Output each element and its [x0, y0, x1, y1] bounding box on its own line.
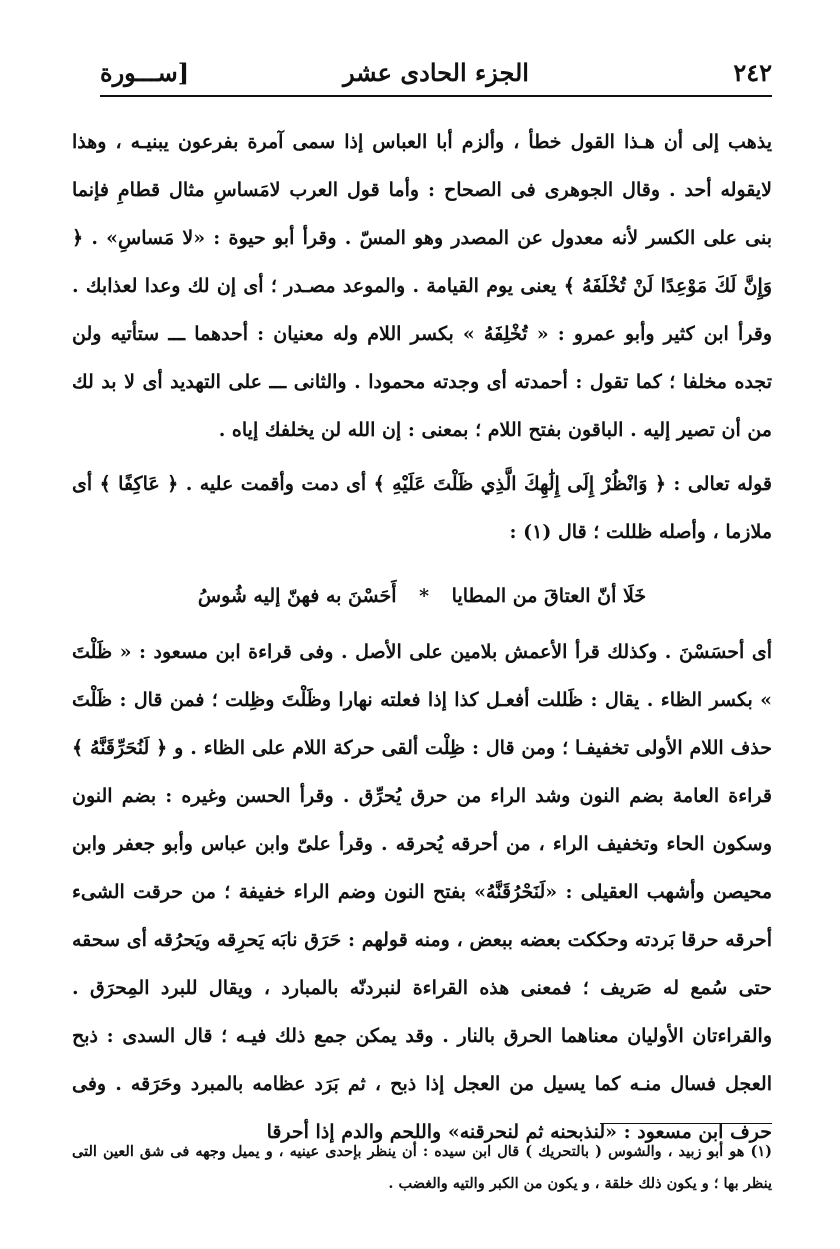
- footnote: [72, 1136, 772, 1200]
- footnote-rule: [600, 1123, 772, 1124]
- poetry-verse: [72, 572, 772, 620]
- header-rule: [100, 95, 772, 97]
- body-text-continued: [72, 628, 772, 1156]
- page-number: ٢٤٢: [733, 58, 772, 87]
- paragraph-3: أى أحسَسْنَ . وكذلك قرأ الأعمش بلامين على الأصل . وفى قراءة ابن مسعود : « ظَلْتَ » بكسر الظاء . يقال : ظَللت أفعـل كذا إذا فعلته نهارا وظَلْتَ وظِلت ؛ فمن قال : ظَلْتَ حذف اللام الأولى تخفيفـا ؛ ومن قال : ظِلْت ألقى حركة اللام على الظاء . و ﴿ لَنُحَرِّقَنَّهُ ﴾ قراءة العامة بضم النون وشد الراء من حرق يُحرِّق . وقرأ الحسن وغيره : بضم النون وسكون الحاء وتخفيف الراء ، من أحرقه يُحرقه . وقرأ علىّ وابن عباس وأبو جعفر وابن محيصن وأشهب العقيلى : «لَنَحْرُقَنَّهُ» بفتح النون وضم الراء خفيفة ؛ من حرقت الشىء أحرقه حرقا بَردته وحككت بعضه ببعض ، ومنه قولهم : حَرَق نابَه يَحرِقه ويَحرُقه أى سحقه حتى سُمع له صَريف ؛ فمعنى هذه القراءة لنبردنّه بالمبارد ، ويقال للبرد المِحرَق . والقراءتان الأوليان معناهما الحرق بالنار . وقد يمكن جمع ذلك فيـه ؛ قال السدى : ذبح العجل فسال منـه كما يسيل من العجل إذا ذبح ، ثم بَرَد عظامه بالمبرد وحَرَقه . وفى حرف ابن مسعود : «لنذبحنه ثم لنحرقنه» واللحم والدم إذا أحرقا: [72, 641, 773, 1143]
- page-header: [100, 52, 772, 94]
- paragraph-1: يذهب إلى أن هـذا القول خطأ ، وألزم أبا العباس إذا سمى آمرة بفرعون يبنيـه ، وهذا لايقوله أحد . وقال الجوهرى فى الصحاح : وأما قول العرب لامَساسِ مثال قطامِ فإنما بنى على الكسر لأنه معدول عن المصدر وهو المسّ . وقرأ أبو حيوة : «لا مَساسِ» . ﴿ وَإِنَّ لَكَ مَوْعِدًا لَنْ تُخْلَفَهُ ﴾ يعنى يوم القيامة . والموعد مصـدر ؛ أى إن لك وعدا لعذابك . وقرأ ابن كثير وأبو عمرو : « تُخْلِفَهُ » بكسر اللام وله معنيان : أحدهما ـــ ستأتيه ولن تجده مخلفا ؛ كما تقول : أحمدته أى وجدته محمودا . والثانى ـــ على التهديد أى لا بد لك من أن تصير إليه . الباقون بفتح اللام ؛ بمعنى : إن الله لن يخلفك إياه .: [72, 131, 772, 441]
- surah-label: [ســـورة: [100, 58, 190, 87]
- verse-hemistich-2: أَحَسْنَ به فهنّ إليه شُوسُ: [197, 585, 397, 607]
- verse-separator: *: [419, 585, 430, 607]
- body-text: [72, 118, 772, 556]
- running-title: الجزء الحادى عشر: [343, 58, 529, 87]
- verse-hemistich-1: خَلَا أنّ العتاقَ من المطايا: [451, 585, 647, 607]
- paragraph-2: قوله تعالى : ﴿ وَانْظُرْ إِلَى إِلَٰهِكَ الَّذِي ظَلْتَ عَلَيْهِ ﴾ أى دمت وأقمت عليه . ﴿ عَاكِفًا ﴾ أى ملازما ، وأصله ظللت ؛ قال (١) :: [72, 473, 772, 543]
- footnote-text: (١) هو أبو زبيد ، والشوس ( بالتحريك ) قال ابن سيده : أن ينظر بإحدى عينيه ، و يميل وجهه فى شق العين التى ينظر بها ؛ و يكون ذلك خلقة ، و يكون من الكبر والتيه والغضب .: [72, 1143, 772, 1192]
